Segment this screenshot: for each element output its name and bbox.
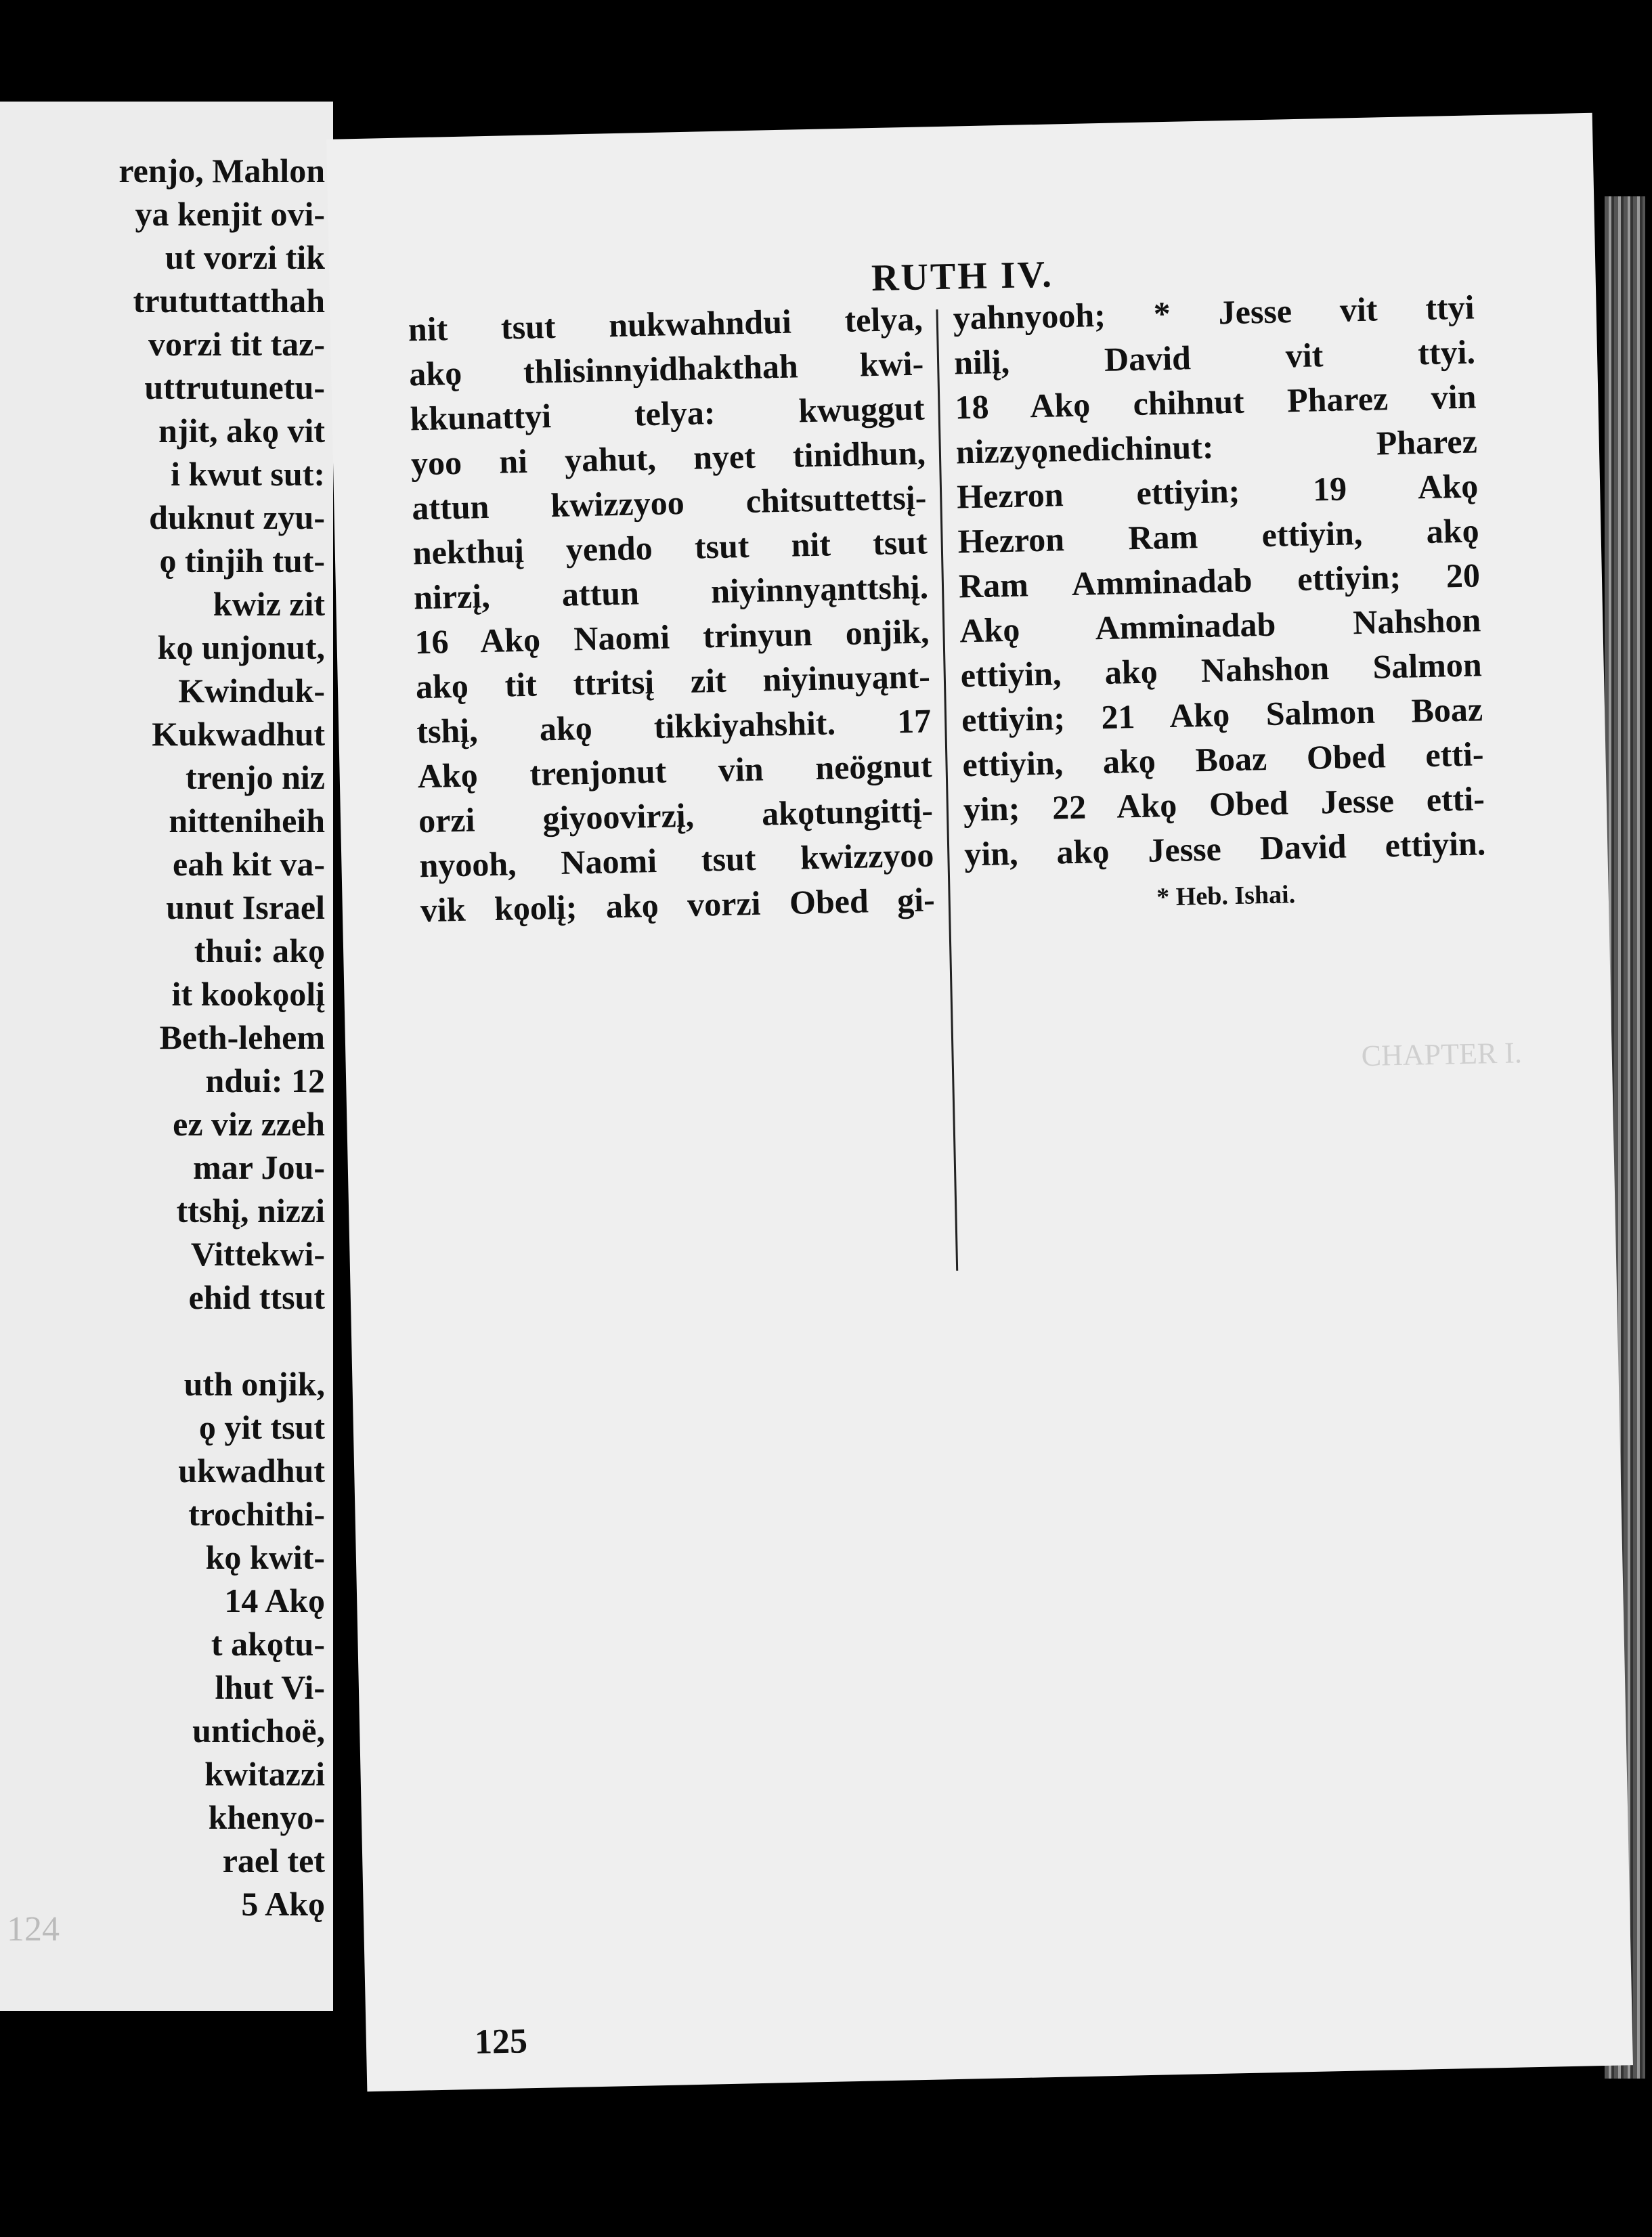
text-line: ǫ yit tsut bbox=[198, 1408, 325, 1446]
text-line: ǫ tinjih tut- bbox=[159, 542, 325, 580]
text-line: ettiyin, akǫ Nahshon Salmon bbox=[960, 645, 1483, 695]
text-line: trochithi- bbox=[188, 1495, 325, 1533]
text-line: Hezron Ram ettiyin, akǫ bbox=[957, 511, 1480, 561]
text-line: khenyo- bbox=[208, 1798, 325, 1836]
text-line: akǫ thlisinnyidhakthah kwi- bbox=[408, 344, 924, 393]
text-line: vik kǫolį; akǫ vorzi Obed gi- bbox=[420, 880, 936, 930]
text-line: t akǫtu- bbox=[211, 1625, 325, 1663]
text-line: nitteniheih bbox=[169, 802, 325, 840]
text-line: thui: akǫ bbox=[194, 932, 325, 970]
text-line: 14 Akǫ bbox=[224, 1582, 325, 1620]
text-line: renjo, Mahlon bbox=[118, 152, 325, 190]
text-line: vorzi tit taz- bbox=[148, 325, 325, 363]
text-line: kwiz zit bbox=[213, 585, 325, 623]
column-rule bbox=[936, 309, 958, 1271]
text-line: Kukwadhut bbox=[152, 715, 325, 753]
text-line: it kookǫolį bbox=[171, 975, 325, 1013]
text-line: ehid ttsut bbox=[188, 1278, 325, 1316]
text-line: Akǫ trenjonut vin neögnut bbox=[417, 746, 933, 796]
text-line: nekthuį yendo tsut nit tsut bbox=[412, 523, 928, 572]
text-line: ya kenjit ovi- bbox=[135, 195, 325, 233]
bleed-through-text: CHAPTER I. bbox=[1361, 1036, 1523, 1073]
text-line: i kwut sut: bbox=[171, 455, 325, 493]
column-a bbox=[408, 297, 935, 933]
right-page bbox=[326, 113, 1633, 2092]
left-page bbox=[0, 102, 333, 2011]
text-line: Hezron ettiyin; 19 Akǫ bbox=[956, 466, 1479, 516]
text-line: ndui: 12 bbox=[205, 1062, 325, 1100]
text-line: yoo ni yahut, nyet tinidhun, bbox=[410, 433, 926, 483]
text-line: nilį, David vit ttyi. bbox=[953, 332, 1476, 382]
text-line: Vittekwi- bbox=[190, 1235, 325, 1273]
text-line: yahnyooh; * Jesse vit ttyi bbox=[953, 288, 1475, 337]
text-line: ukwadhut bbox=[178, 1452, 325, 1490]
text-line: untichoë, bbox=[192, 1712, 325, 1750]
text-line: ettiyin, akǫ Boaz Obed etti- bbox=[961, 735, 1484, 784]
text-line: eah kit va- bbox=[173, 845, 325, 883]
text-line: nizzyǫnedichinut: Pharez bbox=[955, 422, 1478, 471]
page-number: 125 bbox=[474, 2022, 528, 2062]
text-line: ez viz zzeh bbox=[173, 1105, 325, 1143]
text-line: tshį, akǫ tikkiyahshit. 17 bbox=[416, 701, 932, 751]
text-line: Ram Amminadab ettiyin; 20 bbox=[958, 556, 1481, 605]
text-line: trututtatthah bbox=[133, 282, 325, 320]
text-line: nyooh, Naomi tsut kwizzyoo bbox=[418, 835, 934, 885]
text-line: 18 Akǫ chihnut Pharez vin bbox=[954, 377, 1477, 427]
text-line: kǫ unjonut, bbox=[157, 628, 325, 666]
text-line: ttshį, nizzi bbox=[176, 1192, 325, 1230]
text-line: njit, akǫ vit bbox=[158, 412, 325, 450]
text-line: uttrutunetu- bbox=[144, 368, 325, 406]
left-page-number: 124 bbox=[7, 1910, 60, 1949]
text-line: uth onjik, bbox=[183, 1365, 325, 1403]
text-line: kkunattyi telya: kwuggut bbox=[410, 389, 926, 438]
text-line: kǫ kwit- bbox=[205, 1538, 325, 1576]
text-line: yin; 22 Akǫ Obed Jesse etti- bbox=[963, 779, 1485, 829]
text-line: rael tet bbox=[222, 1842, 325, 1880]
text-line: 16 Akǫ Naomi trinyun onjik, bbox=[414, 612, 930, 661]
running-header: RUTH IV. bbox=[871, 253, 1054, 300]
text-line: nirzį, attun niyinnyąnttshį. bbox=[413, 567, 929, 617]
text-line: akǫ tit ttritsį zit niyinuyąnt- bbox=[415, 657, 931, 706]
text-line: nit tsut nukwahndui telya, bbox=[408, 299, 923, 349]
text-line: Akǫ Amminadab Nahshon bbox=[959, 601, 1481, 650]
text-line: ettiyin; 21 Akǫ Salmon Boaz bbox=[961, 690, 1483, 739]
text-line: duknut zyu- bbox=[149, 498, 325, 536]
column-b bbox=[953, 284, 1487, 924]
text-line: unut Israel bbox=[166, 888, 325, 926]
text-line: Kwinduk- bbox=[178, 672, 325, 710]
text-line: attun kwizzyoo chitsuttettsį- bbox=[411, 478, 927, 527]
text-line: trenjo niz bbox=[186, 758, 325, 796]
text-line: lhut Vi- bbox=[215, 1668, 325, 1706]
text-line: 5 Akǫ bbox=[241, 1885, 325, 1923]
footnote: * Heb. Ishai. bbox=[1156, 880, 1296, 912]
text-line: yin, akǫ Jesse David ettiyin. bbox=[963, 824, 1486, 873]
text-line: mar Jou- bbox=[193, 1148, 325, 1186]
text-line: Beth-lehem bbox=[159, 1018, 325, 1056]
text-line: orzi giyoovirzį, akǫtungittį- bbox=[418, 791, 934, 840]
text-line: kwitazzi bbox=[204, 1755, 325, 1793]
text-line: ut vorzi tik bbox=[165, 238, 325, 276]
